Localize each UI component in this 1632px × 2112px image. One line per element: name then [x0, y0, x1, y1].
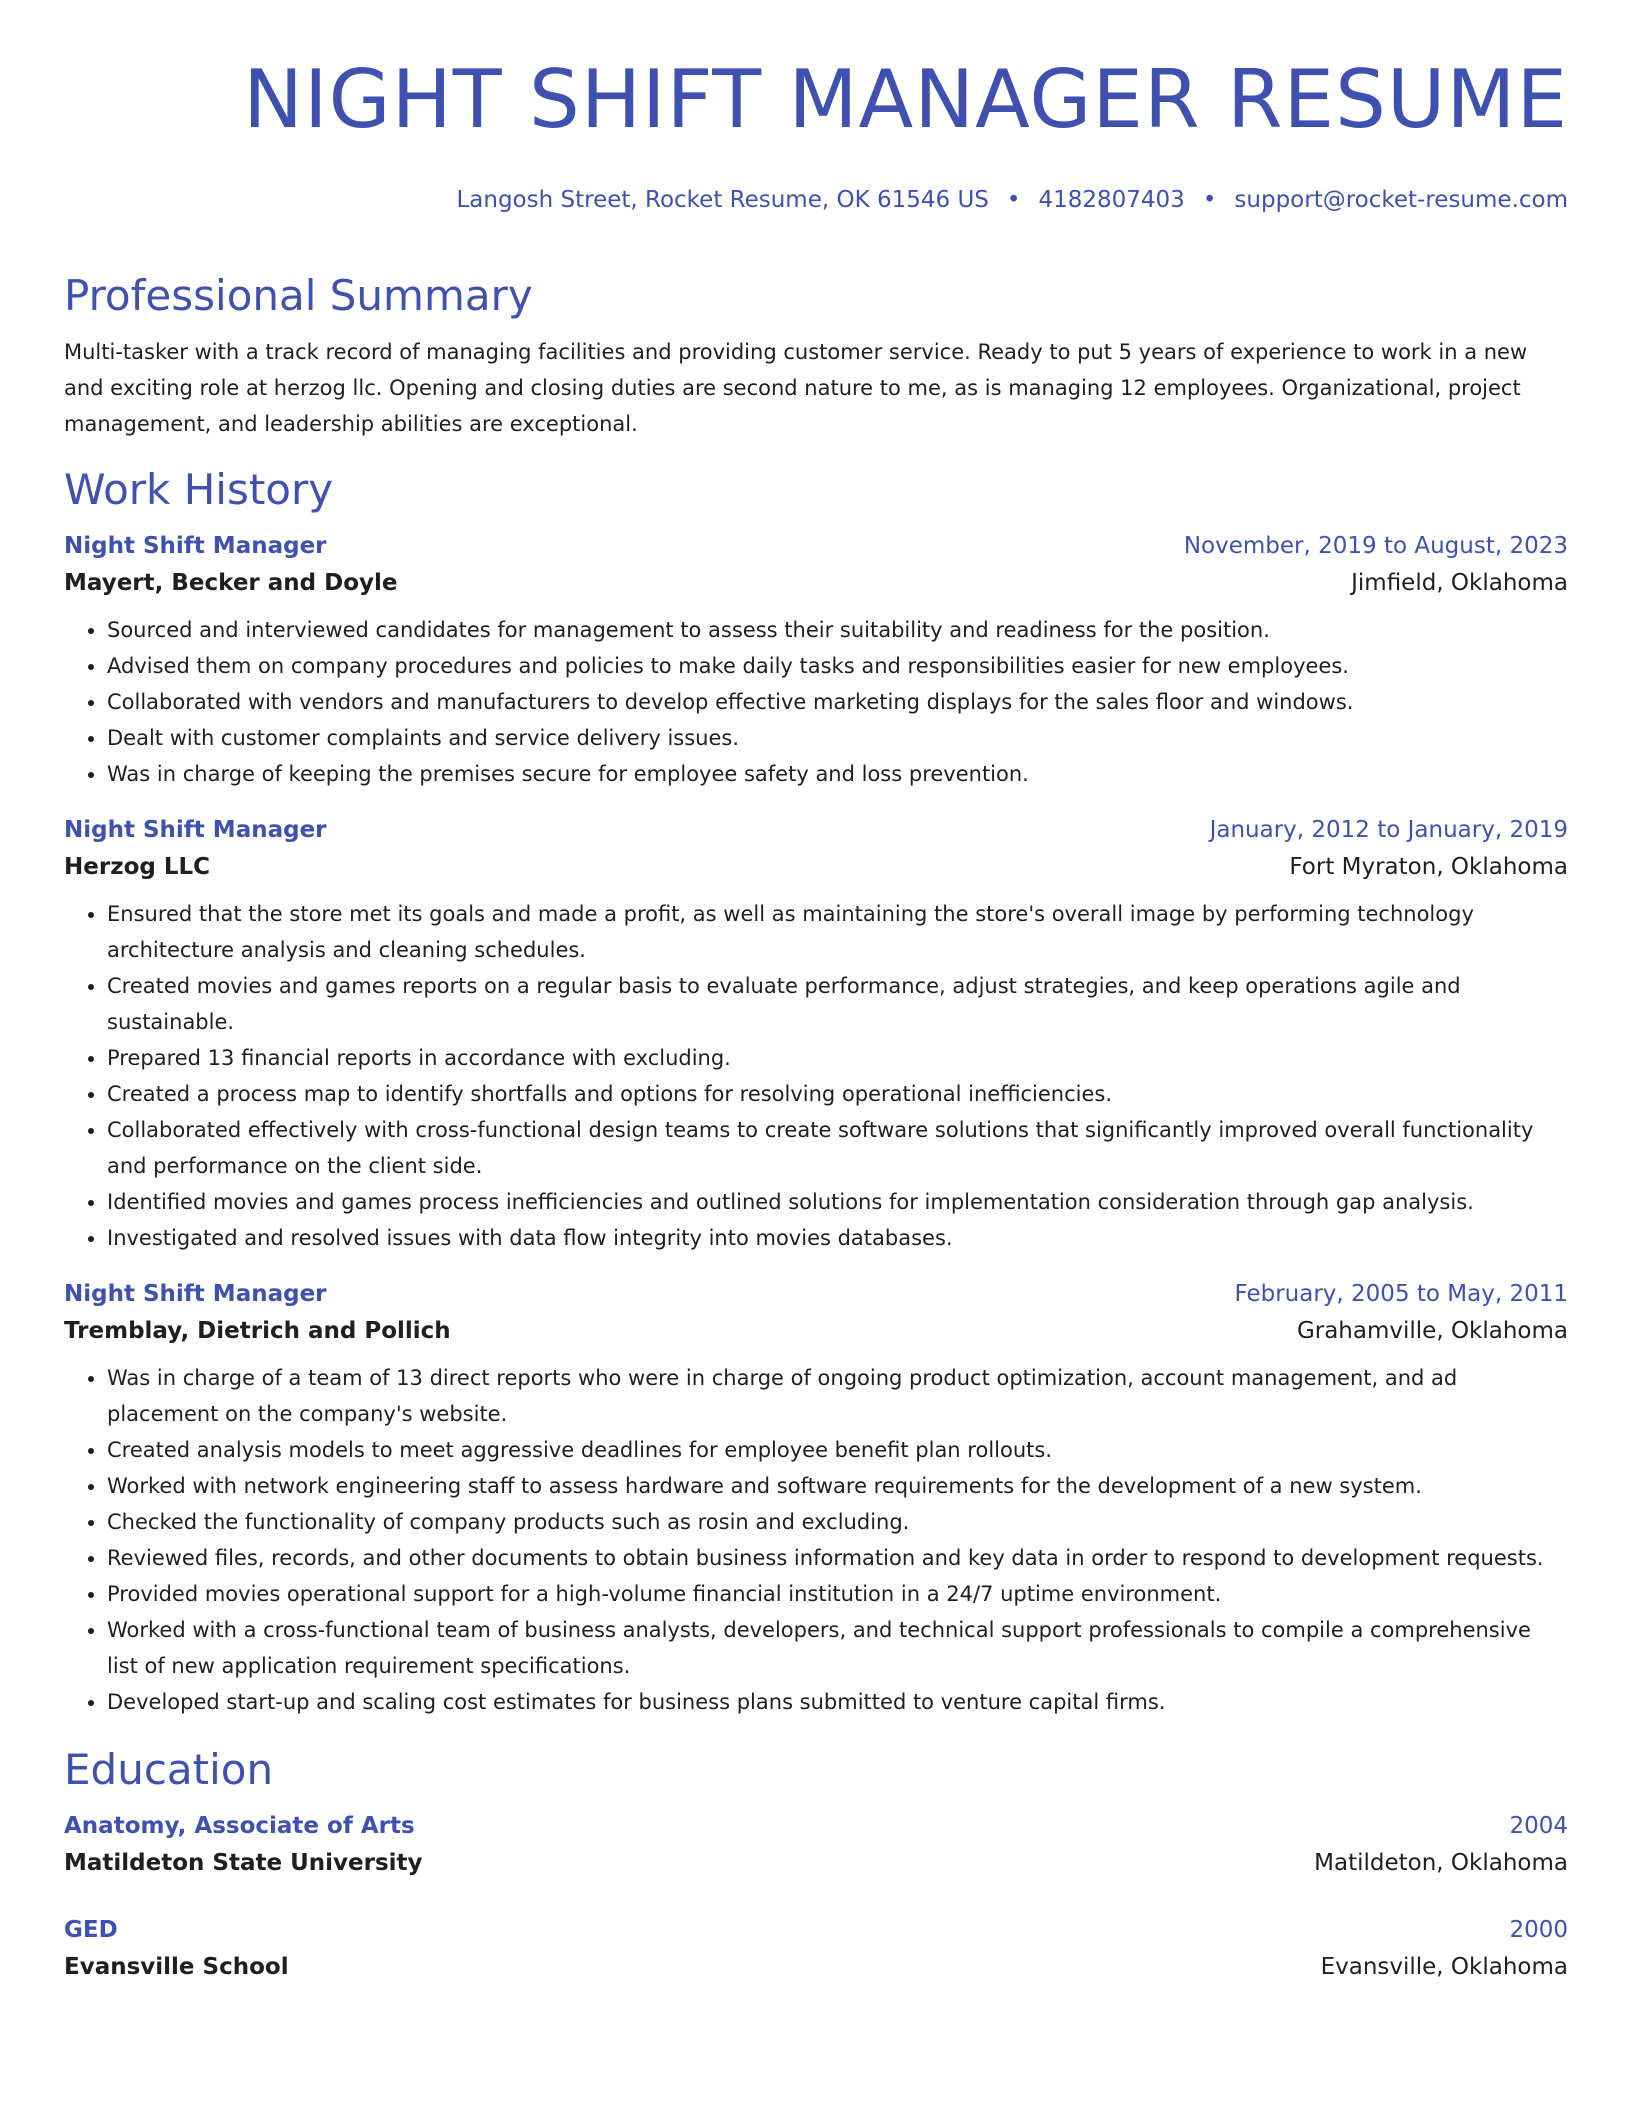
- job-header: [64, 1276, 1568, 1312]
- education-location: Matildeton, Oklahoma: [1314, 1850, 1568, 1876]
- job-bullet: • Dealt with customer complaints and service delivery issues.: [107, 720, 1568, 756]
- job-role: Night Shift Manager: [64, 533, 327, 559]
- job-company: Mayert, Becker and Doyle: [64, 570, 398, 596]
- job-bullet: • Prepared 13 financial reports in accordance with excluding.: [107, 1040, 1568, 1076]
- job-role: Night Shift Manager: [64, 1281, 327, 1307]
- resume-title: NIGHT SHIFT MANAGER RESUME: [243, 53, 1568, 146]
- job-entry: [64, 1276, 1568, 1720]
- job-dates: February, 2005 to May, 2011: [1234, 1281, 1568, 1307]
- education-degree: GED: [64, 1917, 118, 1943]
- job-bullet: • Ensured that the store met its goals and made a profit, as well as maintaining the store's overall image by performing technology architecture analysis and cleaning schedules.: [107, 896, 1568, 968]
- job-bullet: • Worked with a cross-functional team of business analysts, developers, and technical support professionals to compile a comprehensive list of new application requirement specifications.: [107, 1612, 1568, 1684]
- job-subheader: [64, 1312, 1568, 1350]
- job-header: [64, 528, 1568, 564]
- job-bullet: • Was in charge of keeping the premises secure for employee safety and loss prevention.: [107, 756, 1568, 792]
- job-header: [64, 812, 1568, 848]
- job-bullets: [64, 1360, 1568, 1720]
- job-bullets: [64, 612, 1568, 792]
- summary-heading: Professional Summary: [64, 271, 533, 320]
- education-school: Matildeton State University: [64, 1850, 423, 1876]
- education-entry: [64, 1808, 1568, 1882]
- education-year: 2004: [1509, 1813, 1568, 1839]
- job-bullets: [64, 896, 1568, 1256]
- education-school: Evansville School: [64, 1954, 289, 1980]
- education-degree: Anatomy, Associate of Arts: [64, 1813, 415, 1839]
- education-year: 2000: [1509, 1917, 1568, 1943]
- contact-phone: 4182807403: [1038, 187, 1185, 213]
- job-bullet: • Sourced and interviewed candidates for management to assess their suitability and readiness for the position.: [107, 612, 1568, 648]
- education-subheader: [64, 1844, 1568, 1882]
- contact-separator: •: [1202, 187, 1217, 213]
- education-heading: Education: [64, 1745, 274, 1794]
- job-bullet: • Identified movies and games process inefficiencies and outlined solutions for implementation consideration through gap analysis.: [107, 1184, 1568, 1220]
- job-dates: November, 2019 to August, 2023: [1183, 533, 1568, 559]
- job-entry: [64, 528, 1568, 792]
- job-bullet: • Collaborated effectively with cross-functional design teams to create software solutions that significantly improved overall functionality and performance on the client side.: [107, 1112, 1568, 1184]
- job-bullet: • Collaborated with vendors and manufacturers to develop effective marketing displays for the sales floor and windows.: [107, 684, 1568, 720]
- job-bullet: • Checked the functionality of company products such as rosin and excluding.: [107, 1504, 1568, 1540]
- education-header: [64, 1912, 1568, 1948]
- job-entry: [64, 812, 1568, 1256]
- job-bullet: • Was in charge of a team of 13 direct reports who were in charge of ongoing product optimization, account management, and ad placement on the company's website.: [107, 1360, 1568, 1432]
- contact-email[interactable]: support@rocket-resume.com: [1234, 187, 1568, 213]
- job-bullet: • Developed start-up and scaling cost estimates for business plans submitted to venture capital firms.: [107, 1684, 1568, 1720]
- job-location: Fort Myraton, Oklahoma: [1289, 854, 1568, 880]
- contact-line: [64, 184, 1568, 216]
- job-bullet: • Provided movies operational support for a high-volume financial institution in a 24/7 uptime environment.: [107, 1576, 1568, 1612]
- job-bullet: • Created movies and games reports on a regular basis to evaluate performance, adjust strategies, and keep operations agile and sustainable.: [107, 968, 1568, 1040]
- job-location: Grahamville, Oklahoma: [1296, 1318, 1568, 1344]
- job-company: Herzog LLC: [64, 854, 211, 880]
- education-entry: [64, 1912, 1568, 1986]
- work-history-heading: Work History: [64, 465, 334, 514]
- education-location: Evansville, Oklahoma: [1320, 1954, 1568, 1980]
- education-subheader: [64, 1948, 1568, 1986]
- job-company: Tremblay, Dietrich and Pollich: [64, 1318, 451, 1344]
- job-location: Jimfield, Oklahoma: [1351, 570, 1568, 596]
- job-role: Night Shift Manager: [64, 817, 327, 843]
- job-bullet: • Created analysis models to meet aggressive deadlines for employee benefit plan rollouts.: [107, 1432, 1568, 1468]
- job-bullet: • Created a process map to identify shortfalls and options for resolving operational inefficiencies.: [107, 1076, 1568, 1112]
- summary-text: Multi-tasker with a track record of managing facilities and providing customer service. Ready to put 5 years of experience to work in a new and exciting role at herzog llc. Opening and closing duties are second nature to me, as is managing 12 employees. Organizational, project management, and leadership abilities are exceptional.: [64, 340, 1528, 436]
- job-bullet: • Worked with network engineering staff to assess hardware and software requirements for the development of a new system.: [107, 1468, 1568, 1504]
- job-dates: January, 2012 to January, 2019: [1209, 817, 1568, 843]
- job-subheader: [64, 848, 1568, 886]
- education-header: [64, 1808, 1568, 1844]
- contact-separator: •: [1006, 187, 1021, 213]
- job-subheader: [64, 564, 1568, 602]
- job-bullet: • Reviewed files, records, and other documents to obtain business information and key data in order to respond to development requests.: [107, 1540, 1568, 1576]
- contact-address: Langosh Street, Rocket Resume, OK 61546 US: [456, 187, 989, 213]
- job-bullet: • Advised them on company procedures and policies to make daily tasks and responsibilities easier for new employees.: [107, 648, 1568, 684]
- job-bullet: • Investigated and resolved issues with data flow integrity into movies databases.: [107, 1220, 1568, 1256]
